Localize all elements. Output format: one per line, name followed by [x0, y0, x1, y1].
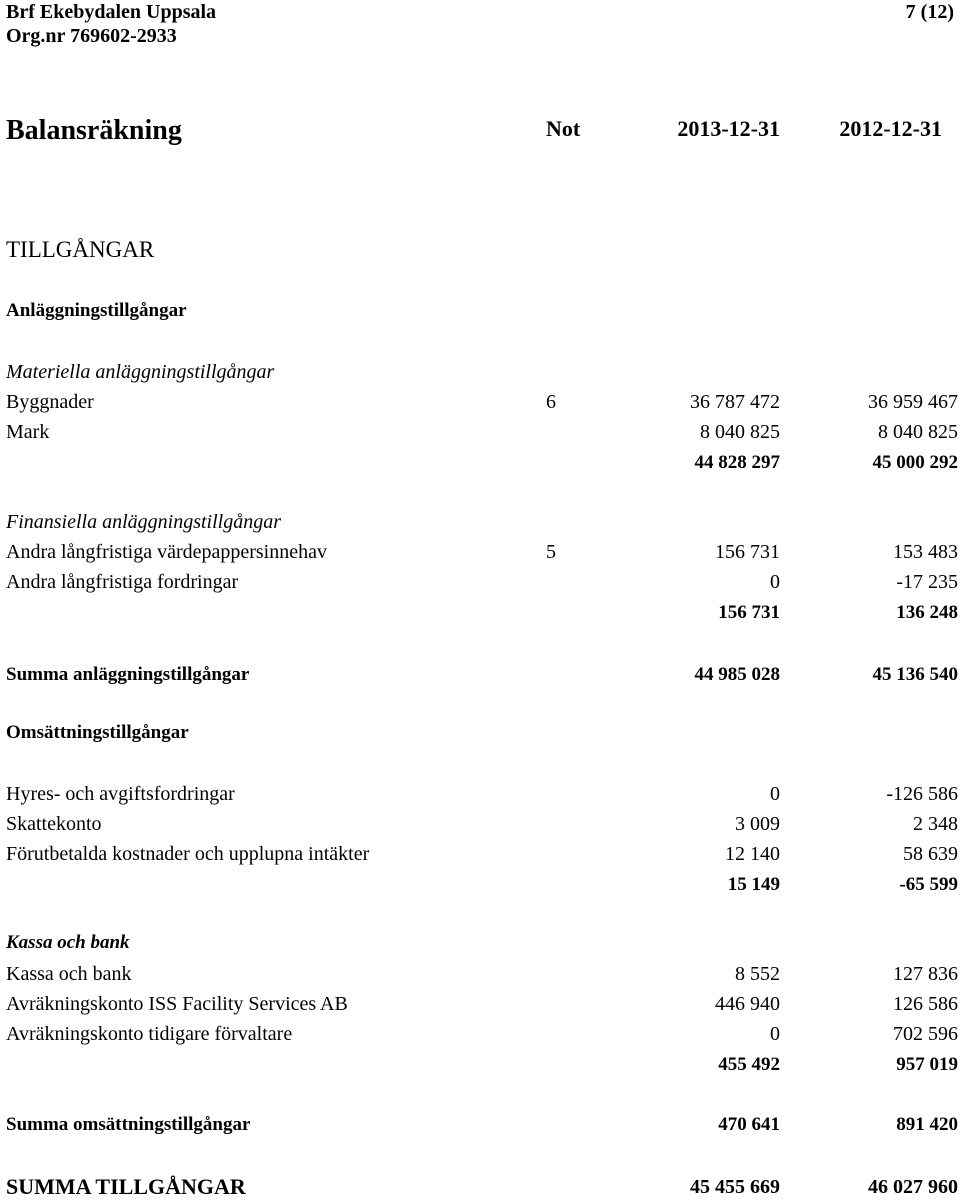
column-header-2013: 2013-12-31	[677, 116, 780, 141]
total-value-2012: 45 136 540	[872, 664, 958, 685]
subsection-heading-financial: Finansiella anläggningstillgångar	[6, 511, 282, 533]
grand-total-label: SUMMA TILLGÅNGAR	[6, 1174, 246, 1199]
row-label: Skattekonto	[6, 813, 102, 835]
row-label: Kassa och bank	[6, 963, 132, 985]
subtotal-2012: -65 599	[899, 874, 958, 895]
grand-total-2012: 46 027 960	[868, 1176, 958, 1198]
row-label: Andra långfristiga fordringar	[6, 571, 239, 593]
row-value-2013: 0	[770, 783, 780, 805]
row-value-2013: 156 731	[715, 541, 780, 563]
total-label: Summa omsättningstillgångar	[6, 1114, 251, 1135]
row-value-2013: 36 787 472	[690, 391, 780, 413]
row-value-2013: 0	[770, 571, 780, 593]
row-label: Avräkningskonto ISS Facility Services AB	[6, 993, 348, 1015]
subsection-heading-cash: Kassa och bank	[6, 932, 130, 953]
org-number: Org.nr 769602-2933	[6, 25, 177, 47]
subtotal-2013: 156 731	[718, 602, 780, 623]
row-label: Byggnader	[6, 391, 94, 413]
row-note: 5	[546, 541, 556, 563]
total-value-2013: 470 641	[718, 1114, 780, 1135]
row-label: Andra långfristiga värdepappersinnehav	[6, 541, 327, 563]
row-label: Hyres- och avgiftsfordringar	[6, 783, 235, 805]
row-value-2013: 446 940	[715, 993, 780, 1015]
page-title: Balansräkning	[6, 115, 182, 146]
row-value-2013: 0	[770, 1023, 780, 1045]
company-name: Brf Ekebydalen Uppsala	[6, 1, 217, 23]
row-value-2012: 702 596	[893, 1023, 958, 1045]
row-value-2012: 58 639	[903, 843, 958, 865]
row-label: Mark	[6, 421, 50, 443]
row-value-2013: 8 040 825	[700, 421, 780, 443]
subtotal-2012: 45 000 292	[872, 452, 958, 473]
subsection-heading-tangible: Materiella anläggningstillgångar	[6, 361, 275, 383]
row-value-2012: 153 483	[893, 541, 958, 563]
row-label: Avräkningskonto tidigare förvaltare	[6, 1023, 293, 1045]
row-value-2012: -126 586	[886, 783, 958, 805]
row-value-2012: -17 235	[896, 571, 958, 593]
subtotal-2013: 44 828 297	[694, 452, 780, 473]
total-value-2013: 44 985 028	[694, 664, 780, 685]
row-value-2013: 3 009	[735, 813, 780, 835]
row-note: 6	[546, 391, 556, 413]
total-label: Summa anläggningstillgångar	[6, 664, 250, 685]
section-heading-fixed-assets: Anläggningstillgångar	[6, 300, 187, 321]
total-value-2012: 891 420	[896, 1114, 958, 1135]
section-heading-current-assets: Omsättningstillgångar	[6, 722, 189, 743]
subtotal-2013: 455 492	[718, 1054, 780, 1075]
column-header-not: Not	[546, 116, 581, 141]
row-label: Förutbetalda kostnader och upplupna intäkter	[6, 843, 370, 865]
row-value-2012: 127 836	[893, 963, 958, 985]
section-heading-assets: TILLGÅNGAR	[6, 237, 155, 262]
column-header-2012: 2012-12-31	[839, 116, 942, 141]
row-value-2012: 2 348	[913, 813, 958, 835]
row-value-2012: 8 040 825	[878, 421, 958, 443]
row-value-2013: 12 140	[725, 843, 780, 865]
row-value-2012: 126 586	[893, 993, 958, 1015]
row-value-2012: 36 959 467	[868, 391, 958, 413]
page-number: 7 (12)	[905, 1, 954, 23]
row-value-2013: 8 552	[735, 963, 780, 985]
grand-total-2013: 45 455 669	[690, 1176, 780, 1198]
subtotal-2012: 136 248	[896, 602, 958, 623]
subtotal-2013: 15 149	[727, 874, 780, 895]
subtotal-2012: 957 019	[896, 1054, 958, 1075]
